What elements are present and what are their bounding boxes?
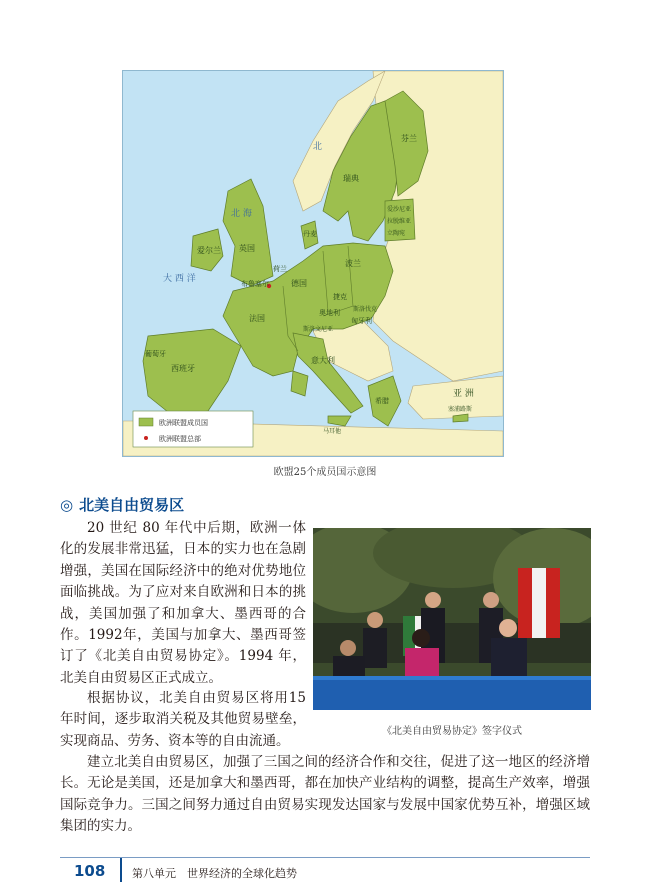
label-brussels: 布鲁塞尔 — [241, 280, 269, 288]
label-finland: 芬兰 — [401, 134, 417, 143]
label-asia: 亚 洲 — [453, 389, 474, 399]
footer-divider — [60, 857, 590, 858]
eu-map — [122, 70, 504, 457]
label-hungary: 匈牙利 — [351, 317, 372, 325]
label-latvia: 拉脱维亚 — [387, 218, 412, 225]
label-slovakia: 斯洛伐克 — [353, 306, 378, 313]
legend-member-label: 欧洲联盟成员国 — [159, 419, 208, 427]
label-north: 北 — [313, 142, 323, 152]
paragraph-1: 20 世纪 80 年代中后期，欧洲一体化的发展非常迅猛，日本的实力也在急剧增强，美国在国际经济中的绝对优势地位面临挑战。为了应对来自欧洲和日本的挑战，美国加强了和加拿大、墨西哥的合作。1992年，美国与加拿大、墨西哥签订了《北美自由贸易协定》。1994 年，北美自由贸易区正式成立。 — [60, 520, 306, 686]
photo-caption: 《北美自由贸易协定》签字仪式 — [382, 726, 522, 737]
paragraph-3: 建立北美自由贸易区，加强了三国之间的经济合作和交往，促进了这一地区的经济增长。无论是美国，还是加拿大和墨西哥，都在加快产业结构的调整，提高生产效率，增强国际竞争力。三国之间努力通过自由贸易实现发达国家与发展中国家优势互补，增强区域集团的实力。 — [60, 754, 590, 835]
section-title: 北美自由贸易区 — [79, 496, 185, 514]
label-ireland: 爱尔兰 — [197, 246, 221, 255]
label-spain: 西班牙 — [171, 364, 195, 373]
paragraph-2: 根据协议，北美自由贸易区将用15年时间，逐步取消关税及其他贸易壁垒，实现商品、劳务、资本等的自由流通。 — [60, 690, 306, 749]
label-czech: 捷克 — [333, 293, 347, 301]
eu-map-graphic — [123, 71, 503, 456]
signing-ceremony-photo — [313, 528, 591, 710]
label-atlantic: 大 西 洋 — [163, 274, 196, 284]
label-denmark: 丹麦 — [303, 230, 317, 238]
unit-title: 第八单元 世界经济的全球化趋势 — [132, 867, 297, 880]
map-legend — [133, 411, 253, 447]
label-uk: 英国 — [239, 244, 255, 253]
label-portugal: 葡萄牙 — [145, 350, 166, 358]
photo-graphic — [313, 528, 591, 710]
label-poland: 波兰 — [345, 259, 361, 268]
label-france: 法国 — [249, 314, 265, 323]
label-estonia: 爱沙尼亚 — [387, 206, 412, 213]
label-sweden: 瑞典 — [343, 174, 359, 183]
label-netherlands: 荷兰 — [273, 265, 287, 273]
label-cyprus: 塞浦路斯 — [448, 406, 473, 413]
legend-hq-marker — [144, 436, 148, 440]
section-bullet-icon: ◎ — [60, 496, 74, 514]
label-lithuania: 立陶宛 — [387, 230, 406, 237]
label-austria: 奥地利 — [319, 309, 340, 317]
footer-separator — [120, 858, 122, 882]
legend-hq-label: 欧洲联盟总部 — [159, 435, 201, 443]
map-caption: 欧盟25个成员国示意图 — [273, 467, 377, 478]
label-italy: 意大利 — [311, 356, 335, 365]
label-germany: 德国 — [291, 279, 307, 288]
legend-swatch-member — [139, 418, 153, 426]
page-number: 108 — [74, 862, 106, 880]
label-slovenia: 斯洛文尼亚 — [303, 326, 334, 333]
label-greece: 希腊 — [375, 397, 389, 405]
label-malta: 马耳他 — [323, 428, 342, 435]
section-heading — [60, 494, 184, 515]
label-north-sea: 北 海 — [231, 209, 252, 219]
